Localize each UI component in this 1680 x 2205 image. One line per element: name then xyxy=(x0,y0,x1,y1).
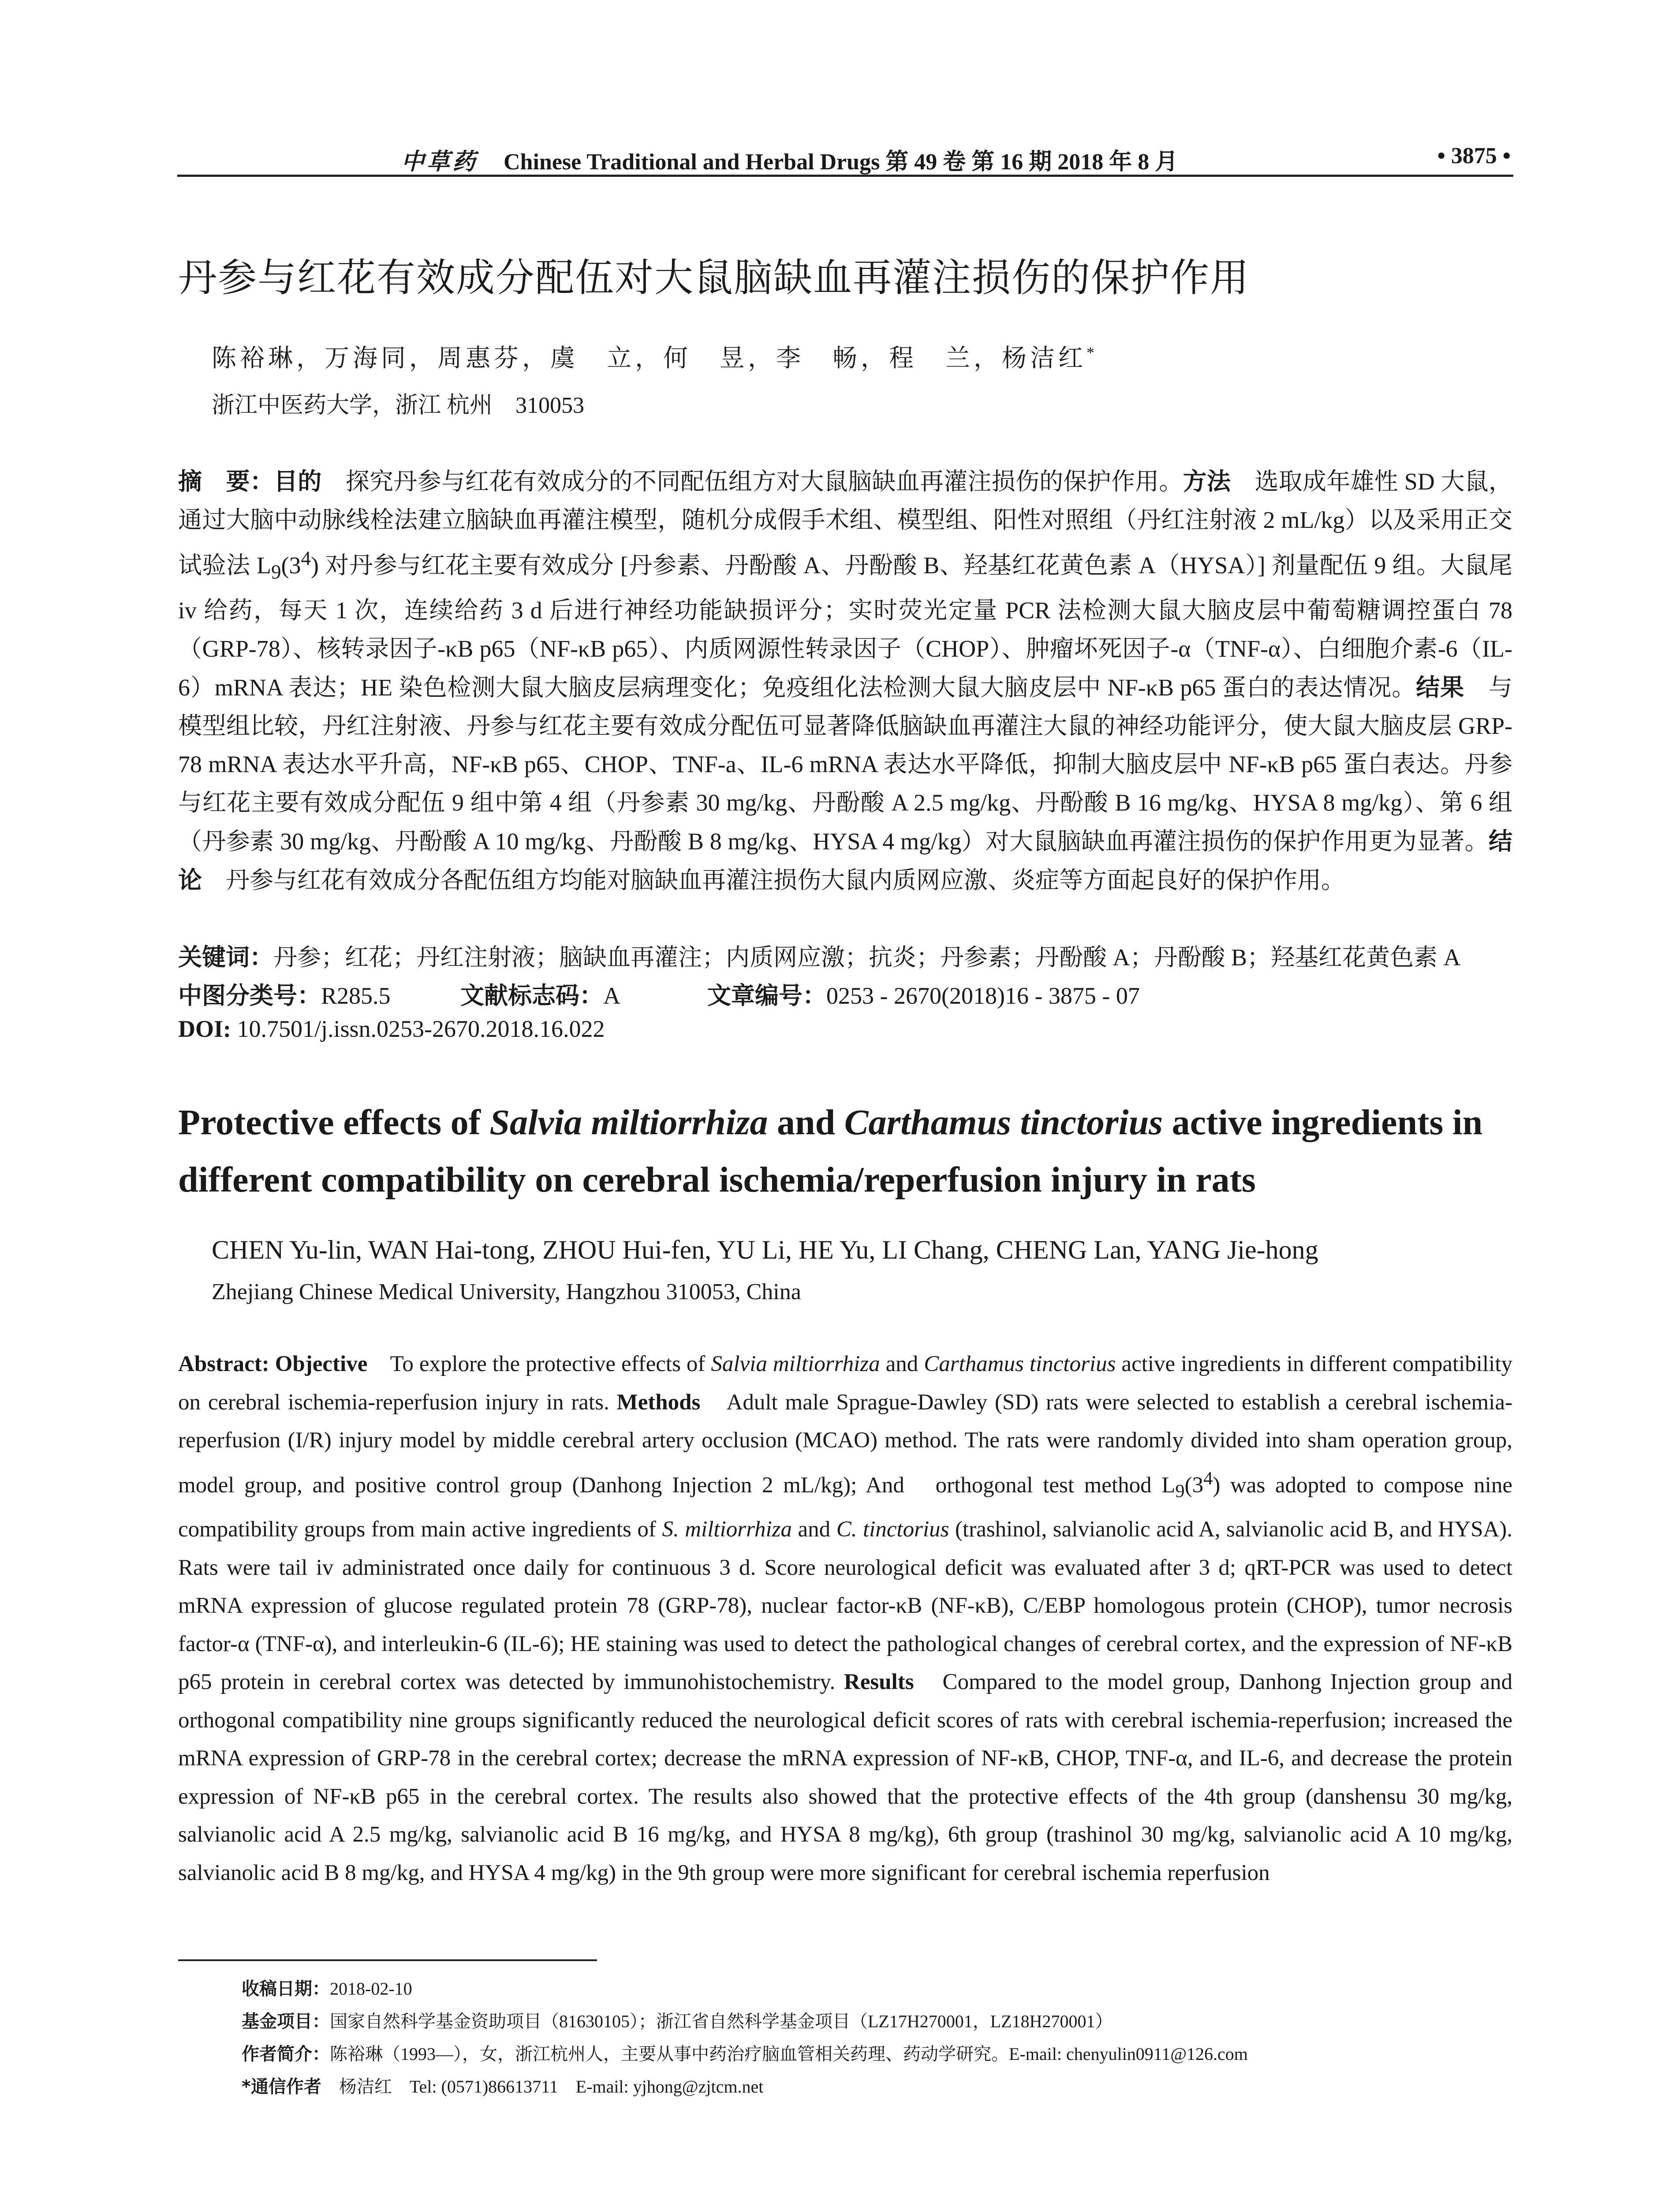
objective-cn-text: 探究丹参与红花有效成分的不同配伍组方对大鼠脑缺血再灌注损伤的保护作用。 xyxy=(321,468,1183,495)
clc-group xyxy=(178,977,460,1011)
fund-label: 基金项目： xyxy=(242,2011,330,2032)
running-header xyxy=(177,140,1513,177)
methods-en-text: (3 xyxy=(1184,1472,1204,1498)
methods-cn-sub: 9 xyxy=(271,561,281,583)
footnote-corresponding xyxy=(242,2073,763,2098)
doc-code-value: A xyxy=(603,983,620,1009)
objective-en-text: and xyxy=(880,1352,924,1376)
page-number: • 3875 • xyxy=(1437,143,1511,168)
corresponding-label: *通信作者 xyxy=(242,2077,321,2097)
abstract-en xyxy=(178,1345,1512,1892)
species-name: S. miltiorrhiza xyxy=(662,1517,792,1542)
results-en-label: Results xyxy=(844,1670,914,1695)
abstract-cn-label: 摘 要： xyxy=(178,467,274,495)
title-en-part: Protective effects of xyxy=(178,1102,490,1142)
authors-cn xyxy=(212,339,1098,374)
title-en-species: Carthamus tinctorius xyxy=(844,1102,1163,1142)
results-cn-label: 结果 xyxy=(1416,673,1465,701)
methods-en-text: (trashinol, salvianolic acid A, salvianolic acid B, and HYSA). Rats were tail iv administrated once daily for continuous 3 d. Score neurological deficit was evaluated after 3 d; qRT-PCR was used to detect mRNA expression of glucose regulated protein 78 (GRP-78), nuclear factor-κB (NF-κB), C/EBP homologous protein (CHOP), tumor necrosis factor-α (TNF-α), and interleukin-6 (IL-6); HE staining was used to detect the pathological changes of cerebral cortex, and the expression of NF-κB p65 protein in cerebral cortex was detected by immunohistochemistry. xyxy=(178,1517,1512,1695)
author-bio-value: 陈裕琳（1993—），女，浙江杭州人，主要从事中药治疗脑血管相关药理、药动学研究。E-mail: chenyulin0911@126.com xyxy=(330,2044,1248,2064)
keywords-cn xyxy=(178,938,1461,972)
doi-label: DOI: xyxy=(178,1016,231,1042)
methods-en-text: Adult male Sprague-Dawley (SD) rats were selected to establish a cerebral ischemia-reperfusion (I/R) injury model by middle cerebral artery occlusion (MCAO) method. The rats were randomly divided into sham operation group, model group, and positive control group (Danhong Injection 2 mL/kg); And orthogonal test method L xyxy=(178,1390,1513,1498)
doi-line xyxy=(178,1015,605,1043)
affiliation-en: Zhejiang Chinese Medical University, Hangzhou 310053, China xyxy=(212,1279,801,1304)
title-en xyxy=(178,1094,1527,1208)
results-en-text: Compared to the model group, Danhong Injection group and orthogonal compatibility nine groups significantly reduced the neurological deficit scores of rats with cerebral ischemia-reperfusion; increased the mRNA expression of GRP-78 in the cerebral cortex; decrease the mRNA expression of NF-κB, CHOP, TNF-α, and IL-6, and decrease the protein expression of NF-κB p65 in the cerebral cortex. The results also showed that the protective effects of the 4th group (danshensu 30 mg/kg, salvianolic acid A 2.5 mg/kg, salvianolic acid B 16 mg/kg, and HYSA 8 mg/kg), 6th group (trashinol 30 mg/kg, salvianolic acid A 10 mg/kg, salvianolic acid B 8 mg/kg, and HYSA 4 mg/kg) in the 9th group were more significant for cerebral ischemia reperfusion xyxy=(178,1670,1512,1885)
author-bio-label: 作者简介： xyxy=(242,2044,330,2064)
article-number-group xyxy=(707,977,1140,1011)
title-en-part: and xyxy=(768,1102,844,1142)
journal-info: Chinese Traditional and Herbal Drugs 第 49 卷 第 16 期 2018 年 8 月 xyxy=(504,149,1178,175)
methods-en-sub: 9 xyxy=(1175,1480,1185,1502)
methods-cn-text: 选取成年雄性 SD 大鼠，通过大脑中动脉线栓法建立脑缺血再灌注模型，随机分成假手术组、模型组、阳性对照组（丹红注射液 2 mL/kg）以及采用正交试验法 L xyxy=(178,468,1513,579)
footnote-author xyxy=(242,2040,1248,2065)
fund-value: 国家自然科学基金资助项目（81630105）；浙江省自然科学基金项目（LZ17H270001，LZ18H270001） xyxy=(330,2011,1113,2031)
results-cn-text: 与模型组比较，丹红注射液、丹参与红花主要有效成分配伍可显著降低脑缺血再灌注大鼠的神经功能评分，使大鼠大脑皮层 GRP-78 mRNA 表达水平升高，NF-κB p65、CHOP、TNF-a、IL-6 mRNA 表达水平降低，抑制大脑皮层中 NF-κB p65 蛋白表达。丹参与红花主要有效成分配伍 9 组中第 4 组（丹参素 30 mg/kg、丹酚酸 A 2.5 mg/kg、丹酚酸 B 16 mg/kg、HYSA 8 mg/kg）、第 6 组（丹参素 30 mg/kg、丹酚酸 A 10 mg/kg、丹酚酸 B 8 mg/kg、HYSA 4 mg/kg）对大鼠脑缺血再灌注损伤的保护作用更为显著。 xyxy=(178,674,1513,855)
corresponding-mark: * xyxy=(1086,344,1098,362)
methods-cn-text-3: ) 对丹参与红花主要有效成分 [丹参素、丹酚酸 A、丹酚酸 B、羟基红花黄色素 A（HYSA）] 剂量配伍 9 组。大鼠尾 iv 给药，每天 1 次，连续给药 3 d 后进行神经功能缺损评分；实时荧光定量 PCR 法检测大鼠大脑皮层中葡萄糖调控蛋白 78（GRP-78）、核转录因子-κB p65（NF-κB p65）、内质网源性转录因子（CHOP）、肿瘤坏死因子-α（TNF-α）、白细胞介素-6（IL-6）mRNA 表达；HE 染色检测大鼠大脑皮层病理变化；免疫组化法检测大鼠大脑皮层中 NF-κB p65 蛋白的表达情况。 xyxy=(178,552,1512,701)
objective-en-label: Objective xyxy=(269,1352,368,1376)
methods-cn-text-2: (3 xyxy=(281,552,301,579)
methods-en-label: Methods xyxy=(616,1390,701,1415)
methods-en-sup: 4 xyxy=(1203,1468,1213,1489)
objective-en-text: active ingredients in different compatibility on cerebral ischemia-reperfusion injury in rats. xyxy=(178,1352,1512,1415)
species-name: Salvia miltiorrhiza xyxy=(711,1352,880,1376)
title-en-species: Salvia miltiorrhiza xyxy=(489,1102,768,1142)
abstract-cn xyxy=(178,462,1512,900)
footnote-rule xyxy=(178,1959,597,1961)
classification-line xyxy=(178,977,1140,1011)
title-cn: 丹参与红花有效成分配伍对大鼠脑缺血再灌注损伤的保护作用 xyxy=(178,255,1250,300)
corresponding-value: 杨洁红 Tel: (0571)86613711 E-mail: yjhong@zjtcm.net xyxy=(321,2077,764,2097)
affiliation-cn: 浙江中医药大学，浙江 杭州 310053 xyxy=(212,393,585,418)
conclusion-cn-label: 结论 xyxy=(178,827,1512,894)
authors-cn-names: 陈裕琳，万海同，周惠芬，虞 立，何 昱，李 畅，程 兰，杨洁红 xyxy=(212,345,1086,372)
methods-en-text: ) was adopted to compose nine compatibility groups from main active ingredients of xyxy=(178,1472,1512,1542)
clc-label: 中图分类号： xyxy=(178,982,321,1009)
footnote-received xyxy=(242,1975,412,2000)
authors-en: CHEN Yu-lin, WAN Hai-tong, ZHOU Hui-fen, YU Li, HE Yu, LI Chang, CHENG Lan, YANG Jie-hong xyxy=(212,1235,1318,1264)
methods-cn-label: 方法 xyxy=(1183,467,1231,495)
objective-cn-label: 目的 xyxy=(274,467,322,495)
abstract-en-label: Abstract: xyxy=(178,1352,269,1376)
clc-value: R285.5 xyxy=(321,983,391,1009)
received-value: 2018-02-10 xyxy=(330,1979,412,1999)
doc-code-group xyxy=(460,977,707,1011)
species-name: Carthamus tinctorius xyxy=(924,1352,1116,1376)
doi-value[interactable]: 10.7501/j.issn.0253-2670.2018.16.022 xyxy=(231,1016,605,1042)
journal-logo: 中草药 xyxy=(401,149,478,175)
conclusion-cn-text: 丹参与红花有效成分各配伍组方均能对脑缺血再灌注损伤大鼠内质网应激、炎症等方面起良好的保护作用。 xyxy=(202,867,1345,893)
doc-code-label: 文献标志码： xyxy=(460,982,603,1009)
article-number-label: 文章编号： xyxy=(707,982,826,1009)
article-number-value: 0253 - 2670(2018)16 - 3875 - 07 xyxy=(826,983,1140,1009)
footnote-fund xyxy=(242,2007,1113,2033)
keywords-text: 丹参；红花；丹红注射液；脑缺血再灌注；内质网应激；抗炎；丹参素；丹酚酸 A；丹酚酸 B；羟基红花黄色素 A xyxy=(273,944,1461,971)
title-en-part: active ingredients in different compatibility on cerebral ischemia/reperfusion injury in rats xyxy=(178,1102,1483,1200)
species-name: C. tinctorius xyxy=(836,1517,949,1542)
keywords-label: 关键词： xyxy=(178,943,273,971)
received-label: 收稿日期： xyxy=(242,1979,330,1999)
methods-cn-sup: 4 xyxy=(301,547,311,569)
methods-en-text: and xyxy=(792,1517,836,1542)
objective-en-text: To explore the protective effects of xyxy=(367,1352,711,1376)
